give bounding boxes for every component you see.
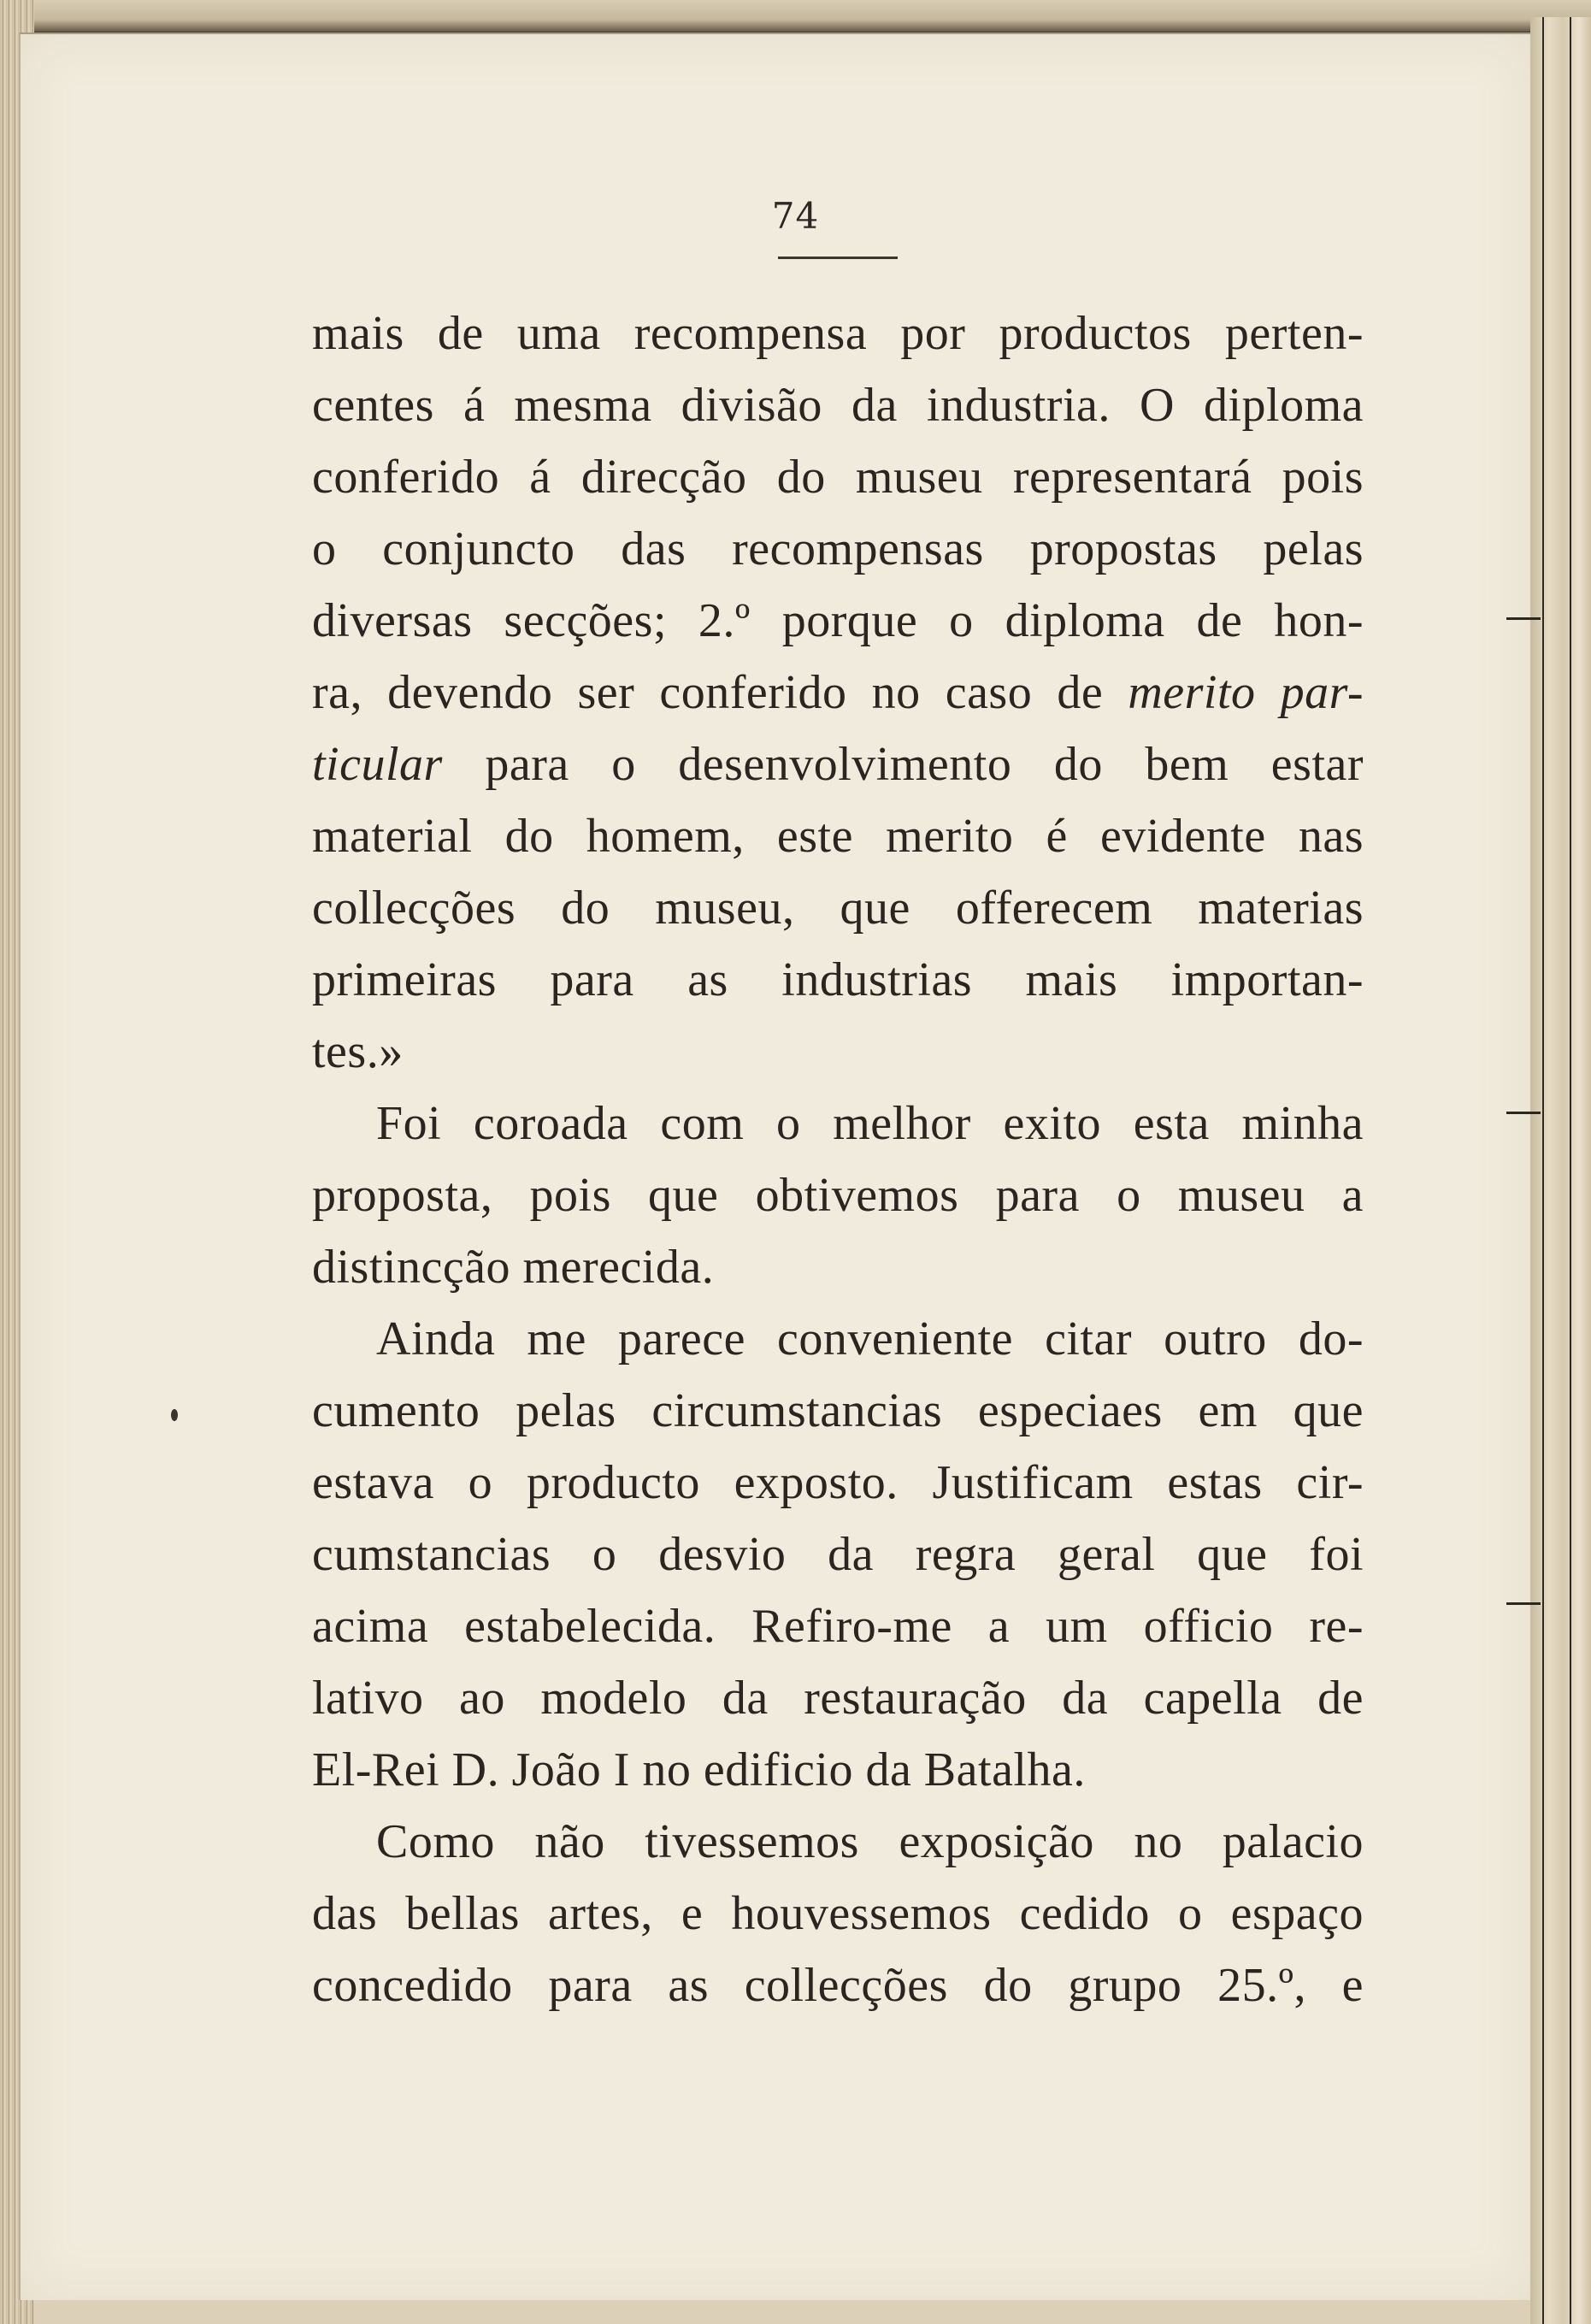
- body-text: [312, 298, 1364, 2021]
- ink-mark: [171, 1409, 178, 1421]
- text-line: Foi coroada com o melhor exito esta minha: [376, 1097, 1364, 1150]
- page-number-rule: [778, 257, 898, 259]
- text-line: distincção merecida.: [312, 1241, 715, 1294]
- text-line: tes.»: [312, 1025, 404, 1078]
- book-top-edge: [0, 0, 1591, 32]
- text-line: primeiras para as industrias mais importan-: [312, 953, 1364, 1006]
- italic-segment: ticular: [312, 738, 443, 791]
- text-line: estava o producto exposto. Justificam estas cir-: [312, 1456, 1364, 1509]
- text-line: lativo ao modelo da restauração da capella de: [312, 1672, 1364, 1725]
- text-line: [312, 728, 1364, 800]
- text-line: concedido para as collecções do grupo 25.º, e: [312, 1959, 1364, 2012]
- text-line: das bellas artes, e houvessemos cedido o espaço: [312, 1887, 1364, 1940]
- text-line: Como não tivessemos exposição no palacio: [376, 1815, 1364, 1868]
- text-line: centes á mesma divisão da industria. O diploma: [312, 379, 1364, 432]
- text-segment: para o desenvolvimento do bem estar: [442, 738, 1364, 791]
- text-line: [312, 657, 1364, 728]
- text-line: o conjuncto das recompensas propostas pelas: [312, 522, 1364, 575]
- text-line: material do homem, este merito é evidente nas: [312, 810, 1364, 863]
- page-number: 74: [771, 195, 820, 237]
- text-line: diversas secções; 2.º porque o diploma de hon-: [312, 594, 1364, 647]
- text-line: Ainda me parece conveniente citar outro do-: [376, 1312, 1364, 1365]
- italic-segment: merito par-: [1128, 666, 1364, 719]
- text-line: cumstancias o desvio da regra geral que foi: [312, 1528, 1364, 1581]
- text-line: collecções do museu, que offerecem materias: [312, 882, 1364, 935]
- text-line: mais de uma recompensa por productos perten-: [312, 307, 1364, 360]
- text-line: El-Rei D. João I no edificio da Batalha.: [312, 1743, 1086, 1796]
- text-line: acima estabelecida. Refiro-me a um officio re-: [312, 1600, 1364, 1653]
- text-line: conferido á direcção do museu representará pois: [312, 451, 1364, 504]
- page-edge-line: [1570, 17, 1571, 2324]
- edge-tab-mark: [1506, 1602, 1541, 1605]
- text-line: proposta, pois que obtivemos para o museu a: [312, 1169, 1364, 1222]
- edge-tab-mark: [1506, 617, 1541, 620]
- edge-tab-mark: [1506, 1112, 1541, 1114]
- right-page-edges: [1530, 17, 1591, 2324]
- text-segment: ra, devendo ser conferido no caso de: [312, 666, 1128, 719]
- text-line: cumento pelas circumstancias especiaes em que: [312, 1384, 1364, 1437]
- page-edge-line: [1542, 17, 1544, 2324]
